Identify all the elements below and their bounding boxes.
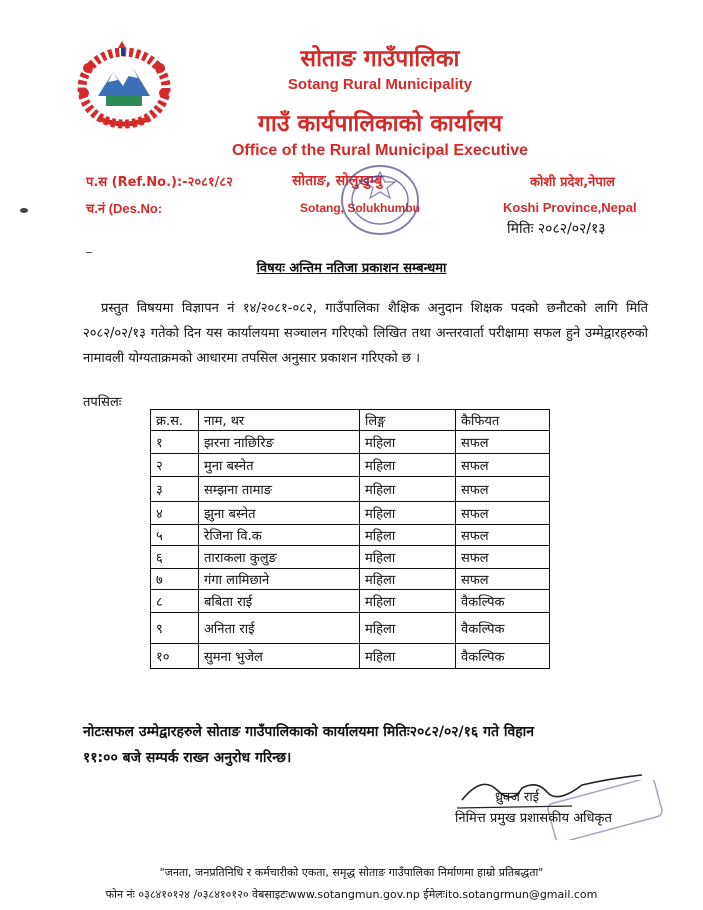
cell-serial: ५ xyxy=(151,525,199,546)
cell-gender: महिला xyxy=(360,502,456,525)
municipality-title-np: सोताङ गाउँपालिका xyxy=(300,46,460,72)
note-paragraph xyxy=(83,719,643,771)
cell-remarks: वैकल्पिक xyxy=(456,590,550,613)
details-label: तपसिलः xyxy=(83,395,122,410)
cell-remarks: सफल xyxy=(456,454,550,477)
cell-serial: ४ xyxy=(151,502,199,525)
cell-gender: महिला xyxy=(360,454,456,477)
province-np: कोशी प्रदेश,नेपाल xyxy=(530,175,615,190)
location-np: सोताङ, सोलुखुम्बु xyxy=(292,173,383,189)
cell-remarks: सफल xyxy=(456,546,550,569)
cell-remarks: सफल xyxy=(456,502,550,525)
cell-name: सुमना भुजेल xyxy=(199,644,360,669)
note-line-1: नोटःसफल उम्मेद्वारहरुले सोताङ गाउँपालिकाको कार्यालयमा मितिः२०८२/०२/१६ गते विहान xyxy=(83,724,535,740)
cell-remarks: सफल xyxy=(456,525,550,546)
cell-serial: ७ xyxy=(151,569,199,590)
ref-number: प.स (Ref.No.):-२०८१/८२ xyxy=(86,175,233,190)
cell-name: बबिता राई xyxy=(199,590,360,613)
cell-serial: ८ xyxy=(151,590,199,613)
cell-remarks: सफल xyxy=(456,569,550,590)
cell-remarks: वैकल्पिक xyxy=(456,613,550,644)
cell-remarks: वैकल्पिक xyxy=(456,644,550,669)
header-serial: क्र.स. xyxy=(151,410,199,431)
cell-serial: १ xyxy=(151,431,199,454)
note-line-2: ११:०० बजे सम्पर्क राख्न अनुरोध गरिन्छ। xyxy=(83,750,292,766)
signatory-title: निमित्त प्रमुख प्रशासकीय अधिकृत xyxy=(455,811,612,826)
cell-gender: महिला xyxy=(360,644,456,669)
table-row xyxy=(151,431,550,454)
office-title-en: Office of the Rural Municipal Executive xyxy=(231,142,529,159)
cell-gender: महिला xyxy=(360,546,456,569)
location-en: Sotang, Solukhumbu xyxy=(300,201,420,215)
cell-gender: महिला xyxy=(360,613,456,644)
footer-contact: फोन नंः ०३८४१०१२४ /०३८४१०१२० वेबसाइटःwww.sotangmun.gov.np ईमेलःito.sotangrmun@gmail.com xyxy=(105,888,598,901)
table-row xyxy=(151,569,550,590)
cell-name: मुना बस्नेत xyxy=(199,454,360,477)
cell-serial: १० xyxy=(151,644,199,669)
cell-serial: ६ xyxy=(151,546,199,569)
office-stamp xyxy=(325,150,435,250)
cell-serial: २ xyxy=(151,454,199,477)
cell-name: झरना नाछिरिङ xyxy=(199,431,360,454)
cell-gender: महिला xyxy=(360,590,456,613)
table-row xyxy=(151,502,550,525)
footer-motto: "जनता, जनप्रतिनिधि र कर्मचारीको एकता, समृद्ध सोताङ गाउँपालिका निर्माणमा हाम्रो प्रतिबद्धता" xyxy=(159,866,544,879)
table-row xyxy=(151,590,550,613)
table-row xyxy=(151,525,550,546)
mark-dash xyxy=(86,252,92,253)
table-row xyxy=(151,613,550,644)
cell-gender: महिला xyxy=(360,525,456,546)
mark-dot xyxy=(20,208,28,213)
cell-name: रेजिना वि.क xyxy=(199,525,360,546)
cell-remarks: सफल xyxy=(456,477,550,502)
cell-name: सम्झना तामाङ xyxy=(199,477,360,502)
subject-text: विषयः अन्तिम नतिजा प्रकाशन सम्बन्धमा xyxy=(256,261,447,276)
table-row xyxy=(151,477,550,502)
table-header-row xyxy=(151,410,550,431)
cell-gender: महिला xyxy=(360,477,456,502)
subject-line xyxy=(0,258,703,276)
document-date: मितिः २०८२/०२/१३ xyxy=(507,221,606,237)
cell-name: ताराकला कुलुङ xyxy=(199,546,360,569)
header-gender: लिङ्ग xyxy=(360,410,456,431)
cell-name: गंगा लामिछाने xyxy=(199,569,360,590)
dispatch-number: च.नं (Des.No: xyxy=(86,201,163,216)
province-en: Koshi Province,Nepal xyxy=(503,200,637,215)
cell-serial: ९ xyxy=(151,613,199,644)
signatory-name: ध्रुवज राई xyxy=(495,790,540,805)
cell-gender: महिला xyxy=(360,569,456,590)
cell-name: अनिता राई xyxy=(199,613,360,644)
cell-name: झुना बस्नेत xyxy=(199,502,360,525)
table-row xyxy=(151,454,550,477)
cell-serial: ३ xyxy=(151,477,199,502)
office-title-np: गाउँ कार्यपालिकाको कार्यालय xyxy=(257,111,503,137)
header-name: नाम, थर xyxy=(199,410,360,431)
cell-gender: महिला xyxy=(360,431,456,454)
municipality-title-en: Sotang Rural Municipality xyxy=(287,76,473,93)
results-table xyxy=(150,409,550,669)
table-row xyxy=(151,546,550,569)
table-row xyxy=(151,644,550,669)
cell-remarks: सफल xyxy=(456,431,550,454)
body-paragraph: प्रस्तुत विषयमा विज्ञापन नं १४/२०८१-०८२, गाउँपालिका शैक्षिक अनुदान शिक्षक पदको छनौटको लागि मिति २०८२/०२/१३ गतेको दिन यस कार्यालयमा सञ्चालन गरिएको लिखित तथा अन्तरवार्ता परीक्षामा सफल हुने उम्मेद्वारहरुको नामावली योग्यताक्रमको आधारमा तपसिल अनुसार प्रकाशन गरिएको छ । xyxy=(83,301,648,366)
header-remarks: कैफियत xyxy=(456,410,550,431)
